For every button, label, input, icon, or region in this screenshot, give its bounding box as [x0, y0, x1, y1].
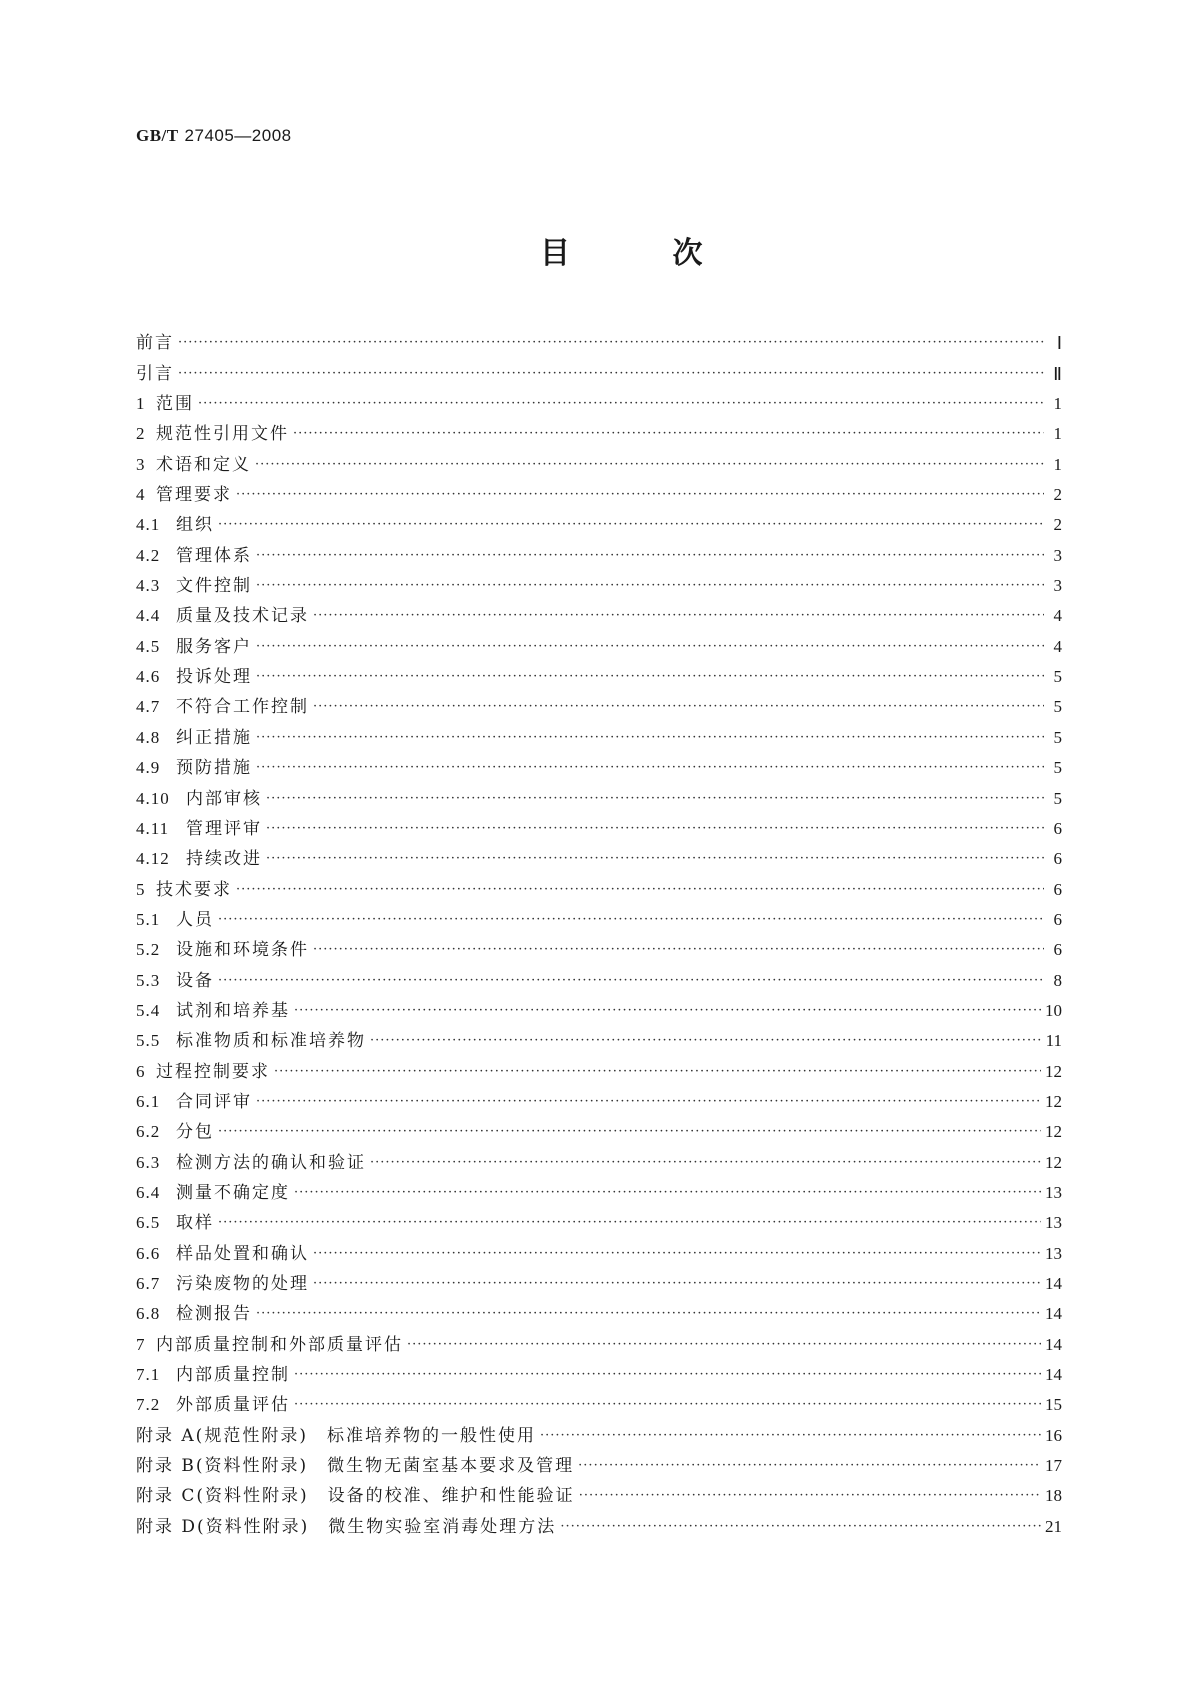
toc-entry-label: 质量及技术记录 [176, 606, 309, 627]
toc-entry-label: 前言 [136, 333, 174, 354]
toc-entry-label: 不符合工作控制 [176, 697, 309, 718]
toc-entry[interactable] [136, 415, 1062, 445]
toc-dot-leader [256, 666, 1044, 688]
toc-entry-label: 纠正措施 [176, 727, 252, 748]
toc-entry-label: 持续改进 [186, 849, 262, 870]
toc-entry-label: 标准物质和标准培养物 [176, 1031, 366, 1052]
toc-entry-number: 6 [136, 1061, 146, 1081]
toc-entry-number: 4.7 [136, 697, 161, 717]
toc-entry-page: 6 [1053, 940, 1062, 960]
toc-entry-number: 4.5 [136, 636, 161, 656]
standard-code [136, 126, 292, 146]
toc-entry[interactable] [136, 718, 1062, 748]
toc-entry[interactable] [136, 1447, 1062, 1477]
toc-dot-leader [274, 1061, 1041, 1083]
toc-dot-leader [218, 514, 1044, 536]
toc-dot-leader [198, 393, 1044, 415]
toc-entry-number: 4.1 [136, 515, 161, 535]
toc-entry[interactable] [136, 627, 1062, 657]
toc-entry-page: 4 [1053, 606, 1062, 626]
toc-entry[interactable] [136, 870, 1062, 900]
toc-entry-label: 设施和环境条件 [176, 940, 309, 961]
toc-entry-page: 5 [1053, 758, 1062, 778]
toc-entry-page: 12 [1045, 1091, 1062, 1111]
toc-entry-label: 附录 C(资料性附录) 设备的校准、维护和性能验证 [136, 1486, 575, 1507]
toc-entry[interactable] [136, 1143, 1062, 1173]
toc-entry-page: 12 [1045, 1061, 1062, 1081]
toc-entry-page: 5 [1053, 697, 1062, 717]
toc-entry-page: 12 [1045, 1122, 1062, 1142]
toc-dot-leader [266, 848, 1044, 870]
toc-entry-number: 4.2 [136, 545, 161, 565]
toc-entry[interactable] [136, 688, 1062, 718]
toc-entry-page: Ⅱ [1053, 363, 1062, 384]
toc-entry-page: 6 [1053, 909, 1062, 929]
toc-entry-number: 4.8 [136, 727, 161, 747]
toc-entry-number: 7.1 [136, 1365, 161, 1385]
toc-entry[interactable] [136, 567, 1062, 597]
toc-entry[interactable] [136, 658, 1062, 688]
toc-entry[interactable] [136, 1416, 1062, 1446]
toc-entry[interactable] [136, 1356, 1062, 1386]
toc-entry-label: 附录 D(资料性附录) 微生物实验室消毒处理方法 [136, 1516, 557, 1537]
toc-entry-number: 4.10 [136, 788, 170, 808]
toc-entry-number: 6.1 [136, 1091, 161, 1111]
toc-entry-page: 6 [1053, 818, 1062, 838]
toc-entry-number: 4.9 [136, 758, 161, 778]
toc-dot-leader [266, 788, 1044, 810]
toc-dot-leader [370, 1152, 1041, 1174]
toc-entry[interactable] [136, 324, 1062, 354]
toc-entry-number: 4.11 [136, 818, 170, 838]
toc-entry-number: 3 [136, 454, 146, 474]
toc-entry-page: 6 [1053, 879, 1062, 899]
toc-entry-page: 17 [1045, 1456, 1062, 1476]
toc-dot-leader [294, 1394, 1041, 1416]
toc-entry-number: 7.2 [136, 1395, 161, 1415]
toc-entry-page: 1 [1053, 394, 1062, 414]
toc-entry[interactable] [136, 961, 1062, 991]
toc-entry-page: Ⅰ [1056, 333, 1062, 354]
toc-dot-leader [313, 1243, 1041, 1265]
toc-entry-page: 12 [1045, 1152, 1062, 1172]
toc-dot-leader [266, 818, 1044, 840]
toc-entry[interactable] [136, 1113, 1062, 1143]
toc-entry[interactable] [136, 445, 1062, 475]
toc-entry-page: 14 [1045, 1365, 1062, 1385]
toc-entry-number: 6.3 [136, 1152, 161, 1172]
toc-entry-number: 5.4 [136, 1000, 161, 1020]
toc-entry-number: 4 [136, 485, 146, 505]
toc-entry-label: 管理评审 [186, 818, 262, 839]
toc-entry-number: 1 [136, 394, 146, 414]
toc-entry-label: 样品处置和确认 [176, 1243, 309, 1264]
toc-entry[interactable] [136, 779, 1062, 809]
toc-entry-page: 14 [1045, 1334, 1062, 1354]
toc-dot-leader [236, 879, 1044, 901]
toc-entry-page: 15 [1045, 1395, 1062, 1415]
toc-entry-label: 技术要求 [156, 879, 232, 900]
toc-dot-leader [370, 1030, 1042, 1052]
toc-entry-page: 2 [1053, 485, 1062, 505]
toc-entry-label: 附录 A(规范性附录) 标准培养物的一般性使用 [136, 1425, 536, 1446]
toc-entry-label: 引言 [136, 363, 174, 384]
table-of-contents [136, 324, 1062, 1538]
toc-dot-leader [256, 727, 1044, 749]
toc-dot-leader [294, 1000, 1041, 1022]
toc-entry-page: 5 [1053, 727, 1062, 747]
toc-dot-leader [256, 1091, 1041, 1113]
toc-entry-page: 2 [1053, 515, 1062, 535]
toc-dot-leader [256, 757, 1044, 779]
toc-dot-leader [218, 1121, 1041, 1143]
toc-entry[interactable] [136, 1234, 1062, 1264]
toc-entry[interactable] [136, 506, 1062, 536]
toc-entry-label: 分包 [176, 1122, 214, 1143]
toc-entry-label: 设备 [176, 970, 214, 991]
toc-entry-number: 6.6 [136, 1243, 161, 1263]
toc-entry[interactable] [136, 992, 1062, 1022]
toc-dot-leader [178, 332, 1044, 354]
toc-entry-number: 6.8 [136, 1304, 161, 1324]
toc-entry[interactable] [136, 749, 1062, 779]
toc-dot-leader [313, 1273, 1041, 1295]
toc-dot-leader [560, 1516, 1041, 1538]
toc-entry[interactable] [136, 1295, 1062, 1325]
toc-entry-label: 规范性引用文件 [156, 424, 289, 445]
toc-entry-page: 14 [1045, 1304, 1062, 1324]
toc-dot-leader [236, 484, 1044, 506]
toc-entry[interactable] [136, 1386, 1062, 1416]
toc-entry-number: 4.4 [136, 606, 161, 626]
toc-dot-leader [313, 696, 1044, 718]
toc-entry-label: 文件控制 [176, 576, 252, 597]
toc-entry-page: 6 [1053, 849, 1062, 869]
toc-dot-leader [313, 605, 1044, 627]
toc-entry-label: 预防措施 [176, 758, 252, 779]
toc-entry-label: 人员 [176, 909, 214, 930]
toc-entry-label: 范围 [156, 394, 194, 415]
toc-entry-page: 13 [1045, 1182, 1062, 1202]
toc-entry-number: 6.4 [136, 1182, 161, 1202]
toc-entry-number: 2 [136, 424, 146, 444]
toc-entry-page: 21 [1045, 1516, 1062, 1536]
toc-entry-label: 组织 [176, 515, 214, 536]
toc-entry[interactable] [136, 931, 1062, 961]
toc-entry-label: 管理要求 [156, 485, 232, 506]
toc-entry[interactable] [136, 1022, 1062, 1052]
toc-entry-label: 检测报告 [176, 1304, 252, 1325]
toc-entry[interactable] [136, 901, 1062, 931]
toc-entry-label: 污染废物的处理 [176, 1274, 309, 1294]
toc-entry[interactable] [136, 1174, 1062, 1204]
toc-entry-page: 16 [1045, 1425, 1062, 1445]
toc-entry-number: 6.5 [136, 1213, 161, 1233]
toc-entry-page: 13 [1045, 1213, 1062, 1233]
toc-entry-label: 内部质量控制 [176, 1365, 290, 1386]
toc-dot-leader [540, 1425, 1041, 1447]
toc-dot-leader [313, 939, 1044, 961]
toc-entry[interactable] [136, 476, 1062, 506]
toc-entry-label: 内部审核 [186, 788, 262, 809]
toc-entry-number: 5.1 [136, 909, 161, 929]
toc-entry[interactable] [136, 1477, 1062, 1507]
toc-dot-leader [256, 575, 1044, 597]
standard-prefix: GB/T [136, 126, 179, 145]
toc-entry[interactable] [136, 536, 1062, 566]
toc-entry-number: 6.7 [136, 1274, 161, 1293]
toc-entry-number: 4.6 [136, 667, 161, 687]
toc-entry-number: 7 [136, 1334, 146, 1354]
toc-dot-leader [256, 1303, 1041, 1325]
toc-entry[interactable] [136, 354, 1062, 384]
toc-dot-leader [407, 1334, 1041, 1356]
toc-entry-number: 5 [136, 879, 146, 899]
toc-entry-number: 5.3 [136, 970, 161, 990]
toc-entry[interactable] [136, 1325, 1062, 1355]
toc-entry[interactable] [136, 597, 1062, 627]
toc-entry-label: 过程控制要求 [156, 1061, 270, 1082]
toc-entry[interactable] [136, 1265, 1062, 1295]
toc-entry-number: 5.2 [136, 940, 161, 960]
toc-title: 目 次 [540, 236, 749, 271]
toc-dot-leader [256, 545, 1044, 567]
toc-dot-leader [579, 1485, 1041, 1507]
toc-entry-page: 1 [1053, 454, 1062, 474]
toc-dot-leader [255, 454, 1044, 476]
toc-entry[interactable] [136, 385, 1062, 415]
toc-entry-page: 8 [1053, 970, 1062, 990]
toc-entry-page: 13 [1045, 1243, 1062, 1263]
toc-entry-number: 5.5 [136, 1031, 161, 1051]
toc-entry-label: 附录 B(资料性附录) 微生物无菌室基本要求及管理 [136, 1456, 575, 1477]
toc-dot-leader [218, 1212, 1041, 1234]
toc-dot-leader [218, 909, 1044, 931]
toc-entry-page: 11 [1045, 1031, 1062, 1051]
toc-entry-label: 取样 [176, 1213, 214, 1234]
toc-entry-page: 18 [1045, 1486, 1062, 1506]
toc-dot-leader [218, 970, 1044, 992]
toc-entry-page: 5 [1053, 667, 1062, 687]
standard-number: 27405—2008 [184, 126, 292, 145]
toc-entry-label: 术语和定义 [156, 454, 251, 475]
toc-entry-label: 外部质量评估 [176, 1395, 290, 1416]
toc-dot-leader [256, 636, 1044, 658]
toc-entry-page: 4 [1053, 636, 1062, 656]
toc-dot-leader [294, 1364, 1041, 1386]
toc-entry[interactable] [136, 840, 1062, 870]
toc-entry-label: 内部质量控制和外部质量评估 [156, 1334, 403, 1355]
toc-dot-leader [578, 1455, 1041, 1477]
toc-entry-label: 试剂和培养基 [176, 1000, 290, 1021]
toc-entry-label: 检测方法的确认和验证 [176, 1152, 366, 1173]
toc-entry-number: 4.12 [136, 849, 170, 869]
toc-entry-page: 14 [1045, 1274, 1062, 1293]
toc-entry-page: 3 [1053, 576, 1062, 596]
toc-entry-page: 3 [1053, 545, 1062, 565]
toc-entry-number: 6.2 [136, 1122, 161, 1142]
toc-entry-page: 1 [1053, 424, 1062, 444]
toc-dot-leader [293, 423, 1044, 445]
toc-entry[interactable] [136, 1083, 1062, 1113]
toc-entry-page: 5 [1053, 788, 1062, 808]
toc-entry[interactable] [136, 1204, 1062, 1234]
toc-dot-leader [178, 363, 1044, 385]
toc-entry[interactable] [136, 810, 1062, 840]
toc-dot-leader [294, 1182, 1041, 1204]
toc-entry-label: 投诉处理 [176, 667, 252, 688]
toc-entry-number: 4.3 [136, 576, 161, 596]
toc-entry-label: 服务客户 [176, 636, 252, 657]
toc-entry[interactable] [136, 1507, 1062, 1537]
toc-entry-label: 合同评审 [176, 1091, 252, 1112]
toc-entry[interactable] [136, 1052, 1062, 1082]
toc-entry-label: 测量不确定度 [176, 1182, 290, 1203]
toc-entry-page: 10 [1045, 1000, 1062, 1020]
toc-entry-label: 管理体系 [176, 545, 252, 566]
